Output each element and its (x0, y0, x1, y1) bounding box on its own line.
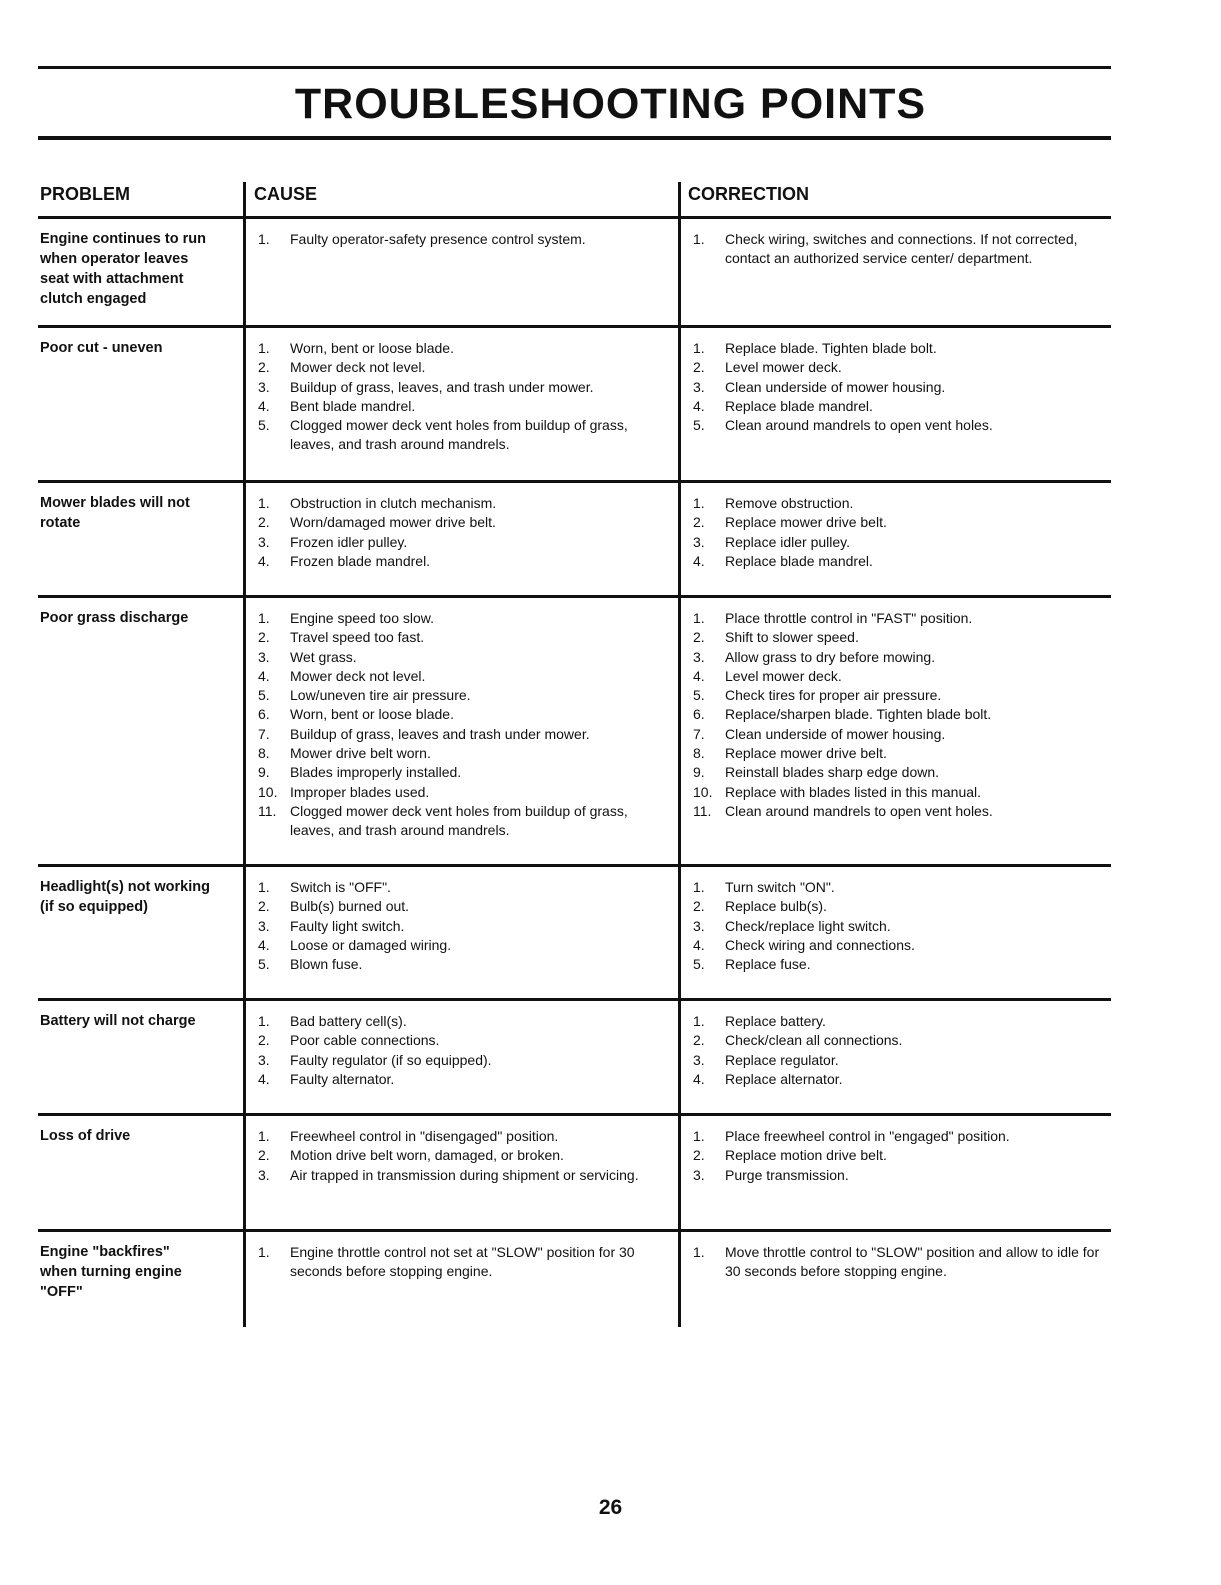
correction-item (681, 1031, 1114, 1050)
item-number: 3. (693, 1051, 705, 1068)
correction-item-text: Move throttle control to "SLOW" position and allow to idle for 30 seconds before stopping engine. (725, 1244, 1100, 1280)
table-row (38, 595, 1111, 864)
correction-item (681, 725, 1114, 744)
problem-text: Loss of drive (40, 1128, 131, 1144)
problem-text: Poor grass discharge (40, 610, 189, 626)
correction-item (681, 230, 1114, 269)
title-underline (38, 136, 1111, 140)
top-rule (38, 66, 1111, 69)
cause-item (246, 783, 681, 802)
cause-item (246, 917, 681, 936)
cause-item-text: Worn/damaged mower drive belt. (290, 514, 496, 531)
header-divider (678, 182, 681, 216)
item-number: 3. (258, 1166, 270, 1183)
correction-item-text: Replace blade mandrel. (725, 397, 873, 414)
problem-cell (38, 219, 243, 325)
cause-item-text: Bad battery cell(s). (290, 1013, 407, 1029)
item-number: 5. (693, 417, 705, 434)
item-number: 4. (693, 667, 705, 684)
correction-item (681, 533, 1114, 552)
cause-cell-list (246, 328, 681, 455)
correction-item-text: Clean underside of mower housing. (725, 725, 946, 742)
correction-cell (678, 598, 1114, 864)
item-number: 1. (693, 610, 705, 626)
correction-item-text: Place throttle control in "FAST" position. (725, 610, 973, 626)
item-number: 2. (258, 1147, 270, 1164)
cause-cell (243, 867, 681, 998)
cause-item (246, 378, 681, 397)
cause-item-text: Air trapped in transmission during shipment or servicing. (290, 1166, 639, 1183)
correction-cell-list (681, 1001, 1114, 1089)
table-body (38, 216, 1111, 1327)
item-number: 1. (258, 1013, 270, 1029)
item-number: 3. (693, 917, 705, 934)
table-row (38, 216, 1111, 325)
cause-item (246, 878, 681, 897)
correction-item-text: Clean around mandrels to open vent holes. (725, 802, 993, 819)
cause-item-text: Blown fuse. (290, 956, 363, 973)
cause-cell (243, 483, 681, 595)
correction-item-text: Clean around mandrels to open vent holes. (725, 417, 993, 434)
correction-item (681, 339, 1114, 358)
page-number: 26 (598, 1496, 623, 1519)
table-row (38, 1229, 1111, 1327)
item-number: 3. (693, 378, 705, 395)
correction-item-text: Replace fuse. (725, 956, 811, 973)
cause-item-text: Faulty operator-safety presence control system. (290, 231, 586, 247)
correction-item-text: Replace regulator. (725, 1051, 839, 1068)
item-number: 6. (693, 706, 705, 723)
problem-cell (38, 867, 243, 998)
cause-item (246, 552, 681, 571)
cause-item (246, 513, 681, 532)
cause-cell (243, 1116, 681, 1229)
correction-item (681, 955, 1114, 974)
item-number: 4. (258, 552, 270, 569)
item-number: 8. (693, 745, 705, 762)
cause-item (246, 1146, 681, 1165)
item-number: 2. (258, 898, 270, 915)
cause-item (246, 358, 681, 377)
cause-item (246, 1051, 681, 1070)
correction-cell (678, 328, 1114, 480)
correction-item (681, 552, 1114, 571)
item-number: 1. (258, 610, 270, 626)
cause-item-text: Bulb(s) burned out. (290, 898, 410, 915)
cause-cell-list (246, 1116, 681, 1185)
correction-item-text: Shift to slower speed. (725, 629, 859, 646)
item-number: 2. (693, 359, 705, 376)
cause-item-text: Obstruction in clutch mechanism. (290, 495, 497, 511)
item-number: 1. (258, 495, 270, 511)
item-number: 1. (693, 1013, 705, 1029)
cause-item (246, 648, 681, 667)
cause-item-text: Engine throttle control not set at "SLOW" position for 30 seconds before stopping engine. (290, 1244, 635, 1280)
cause-item-text: Mower drive belt worn. (290, 745, 431, 762)
item-number: 6. (258, 706, 270, 723)
problem-cell (38, 1232, 243, 1327)
troubleshooting-table (38, 178, 1111, 1327)
table-row (38, 480, 1111, 595)
item-number: 5. (693, 956, 705, 973)
table-row (38, 998, 1111, 1113)
correction-cell (678, 219, 1114, 325)
header-divider (243, 182, 246, 216)
correction-item (681, 763, 1114, 782)
cause-cell (243, 328, 681, 480)
item-number: 3. (258, 1051, 270, 1068)
cause-item-text: Motion drive belt worn, damaged, or broken. (290, 1147, 564, 1164)
correction-item (681, 1051, 1114, 1070)
item-number: 3. (693, 648, 705, 665)
item-number: 2. (258, 1032, 270, 1049)
item-number: 9. (693, 764, 705, 781)
cause-item-text: Wet grass. (290, 648, 357, 665)
item-number: 1. (693, 231, 705, 247)
correction-item (681, 1243, 1114, 1282)
item-number: 1. (258, 879, 270, 895)
item-number: 2. (693, 514, 705, 531)
correction-item (681, 936, 1114, 955)
correction-item-text: Replace blade mandrel. (725, 552, 873, 569)
cause-item (246, 416, 681, 455)
cause-item-text: Poor cable connections. (290, 1032, 440, 1049)
correction-item-text: Clean underside of mower housing. (725, 378, 946, 395)
item-number: 4. (258, 936, 270, 953)
correction-item-text: Place freewheel control in "engaged" position. (725, 1128, 1010, 1144)
cause-item-text: Worn, bent or loose blade. (290, 706, 454, 723)
problem-text: Poor cut - uneven (40, 340, 163, 356)
item-number: 3. (693, 1166, 705, 1183)
cause-cell-list (246, 598, 681, 841)
correction-header: CORRECTION (688, 184, 809, 204)
correction-item (681, 1146, 1114, 1165)
cause-item (246, 494, 681, 513)
correction-cell-list (681, 483, 1114, 571)
item-number: 3. (258, 533, 270, 550)
item-number: 1. (693, 495, 705, 511)
cause-item (246, 725, 681, 744)
cause-item-text: Blades improperly installed. (290, 764, 462, 781)
cause-item-text: Faulty regulator (if so equipped). (290, 1051, 492, 1068)
correction-item (681, 705, 1114, 724)
cause-item (246, 1166, 681, 1185)
correction-item (681, 686, 1114, 705)
cause-item (246, 802, 681, 841)
cause-item-text: Frozen blade mandrel. (290, 552, 431, 569)
cause-cell (243, 1001, 681, 1113)
cause-item-text: Faulty light switch. (290, 917, 405, 934)
table-row (38, 864, 1111, 998)
correction-item-text: Purge transmission. (725, 1166, 849, 1183)
correction-cell-list (681, 1116, 1114, 1185)
item-number: 4. (693, 552, 705, 569)
correction-item (681, 513, 1114, 532)
cause-item-text: Switch is "OFF". (290, 879, 391, 895)
correction-cell-list (681, 1232, 1114, 1282)
cause-item-text: Mower deck not level. (290, 359, 426, 376)
item-number: 3. (258, 648, 270, 665)
correction-item (681, 917, 1114, 936)
cause-item-text: Engine speed too slow. (290, 610, 434, 626)
correction-item (681, 897, 1114, 916)
cause-item (246, 955, 681, 974)
correction-item-text: Allow grass to dry before mowing. (725, 648, 936, 665)
correction-item-text: Check wiring and connections. (725, 936, 915, 953)
correction-item (681, 416, 1114, 435)
cause-item-text: Worn, bent or loose blade. (290, 340, 454, 356)
cause-item-text: Freewheel control in "disengaged" position. (290, 1128, 559, 1144)
cause-item (246, 230, 681, 249)
item-number: 1. (693, 879, 705, 895)
item-number: 10. (258, 783, 278, 800)
cause-cell (243, 598, 681, 864)
cause-cell-list (246, 1232, 681, 1282)
cause-item-text: Clogged mower deck vent holes from buildup of grass, leaves, and trash around mandrels. (290, 802, 628, 839)
correction-item-text: Turn switch "ON". (725, 879, 835, 895)
table-row (38, 325, 1111, 480)
item-number: 7. (693, 725, 705, 742)
item-number: 3. (258, 378, 270, 395)
item-number: 1. (258, 340, 270, 356)
problem-cell (38, 1001, 243, 1113)
correction-item-text: Check/replace light switch. (725, 917, 891, 934)
item-number: 11. (693, 802, 712, 819)
cause-item-text: Buildup of grass, leaves and trash under mower. (290, 725, 590, 742)
cause-item-text: Buildup of grass, leaves, and trash under mower. (290, 378, 594, 395)
item-number: 2. (258, 514, 270, 531)
item-number: 8. (258, 745, 270, 762)
correction-item (681, 1070, 1114, 1089)
cause-item (246, 339, 681, 358)
correction-item (681, 878, 1114, 897)
correction-item-text: Level mower deck. (725, 667, 842, 684)
correction-item (681, 648, 1114, 667)
item-number: 4. (693, 1070, 705, 1087)
problem-cell (38, 328, 243, 480)
correction-item-text: Check tires for proper air pressure. (725, 687, 942, 704)
cause-item (246, 1012, 681, 1031)
item-number: 4. (258, 1070, 270, 1087)
problem-text: Engine "backfires" when turning engine "OFF" (40, 1244, 182, 1300)
cause-item (246, 1070, 681, 1089)
correction-item-text: Replace with blades listed in this manual. (725, 783, 982, 800)
correction-item-text: Replace motion drive belt. (725, 1147, 887, 1164)
problem-text: Engine continues to run when operator leaves seat with attachment clutch engaged (40, 231, 206, 307)
cause-item-text: Faulty alternator. (290, 1070, 395, 1087)
cause-item (246, 763, 681, 782)
item-number: 4. (693, 936, 705, 953)
cause-cell (243, 1232, 681, 1327)
correction-item (681, 744, 1114, 763)
correction-item-text: Replace/sharpen blade. Tighten blade bolt. (725, 706, 992, 723)
correction-item (681, 667, 1114, 686)
page-title: TROUBLESHOOTING POINTS (294, 80, 927, 128)
correction-item-text: Level mower deck. (725, 359, 842, 376)
cause-item-text: Low/uneven tire air pressure. (290, 687, 471, 704)
item-number: 1. (258, 1244, 270, 1260)
cause-item (246, 1031, 681, 1050)
cause-item (246, 397, 681, 416)
cause-item-text: Clogged mower deck vent holes from buildup of grass, leaves, and trash around mandrels. (290, 417, 628, 453)
item-number: 3. (258, 917, 270, 934)
correction-item (681, 378, 1114, 397)
correction-item-text: Replace battery. (725, 1013, 826, 1029)
correction-item (681, 783, 1114, 802)
cause-item (246, 533, 681, 552)
item-number: 3. (693, 533, 705, 550)
correction-cell (678, 1116, 1114, 1229)
correction-item (681, 802, 1114, 821)
item-number: 2. (693, 1032, 705, 1049)
item-number: 4. (258, 667, 270, 684)
correction-item-text: Replace blade. Tighten blade bolt. (725, 340, 937, 356)
item-number: 2. (693, 629, 705, 646)
correction-item (681, 397, 1114, 416)
cause-item-text: Bent blade mandrel. (290, 397, 416, 414)
cause-item-text: Travel speed too fast. (290, 629, 425, 646)
correction-item-text: Check wiring, switches and connections. If not corrected, contact an authorized service center/ department. (725, 231, 1078, 267)
item-number: 11. (258, 802, 277, 819)
table-header (38, 178, 1111, 216)
item-number: 4. (258, 397, 270, 414)
cause-item-text: Frozen idler pulley. (290, 533, 408, 550)
item-number: 2. (693, 898, 705, 915)
cause-cell (243, 219, 681, 325)
problem-text: Battery will not charge (40, 1013, 196, 1029)
cause-item (246, 936, 681, 955)
item-number: 9. (258, 764, 270, 781)
correction-item (681, 494, 1114, 513)
cause-cell-list (246, 483, 681, 571)
correction-item (681, 1166, 1114, 1185)
correction-cell-list (681, 328, 1114, 435)
item-number: 2. (693, 1147, 705, 1164)
correction-cell (678, 483, 1114, 595)
correction-item (681, 628, 1114, 647)
correction-item-text: Replace bulb(s). (725, 898, 827, 915)
correction-item (681, 358, 1114, 377)
item-number: 1. (258, 1128, 270, 1144)
item-number: 2. (258, 629, 270, 646)
item-number: 1. (258, 231, 270, 247)
correction-cell-list (681, 598, 1114, 821)
cause-cell-list (246, 219, 681, 249)
problem-cell (38, 598, 243, 864)
cause-cell-list (246, 1001, 681, 1089)
item-number: 2. (258, 359, 270, 376)
cause-item (246, 609, 681, 628)
correction-item-text: Replace mower drive belt. (725, 745, 887, 762)
correction-item-text: Replace mower drive belt. (725, 514, 887, 531)
problem-cell (38, 483, 243, 595)
cause-item (246, 744, 681, 763)
problem-text: Mower blades will not rotate (40, 495, 190, 531)
correction-item-text: Reinstall blades sharp edge down. (725, 764, 940, 781)
cause-item-text: Improper blades used. (290, 783, 430, 800)
item-number: 1. (693, 340, 705, 356)
item-number: 1. (693, 1128, 705, 1144)
correction-item (681, 1127, 1114, 1146)
correction-cell (678, 1001, 1114, 1113)
correction-cell (678, 1232, 1114, 1327)
correction-cell-list (681, 219, 1114, 269)
correction-item-text: Replace idler pulley. (725, 533, 851, 550)
cause-item-text: Mower deck not level. (290, 667, 426, 684)
cause-header: CAUSE (254, 184, 318, 204)
cause-item (246, 667, 681, 686)
item-number: 5. (258, 417, 270, 434)
correction-item (681, 1012, 1114, 1031)
table-row (38, 1113, 1111, 1229)
item-number: 4. (693, 397, 705, 414)
cause-item (246, 897, 681, 916)
cause-item-text: Loose or damaged wiring. (290, 936, 452, 953)
problem-header: PROBLEM (40, 184, 130, 204)
cause-item (246, 1127, 681, 1146)
correction-cell (678, 867, 1114, 998)
correction-item-text: Remove obstruction. (725, 495, 854, 511)
item-number: 1. (693, 1244, 705, 1260)
correction-item-text: Check/clean all connections. (725, 1032, 903, 1049)
cause-item (246, 628, 681, 647)
correction-cell-list (681, 867, 1114, 974)
correction-item (681, 609, 1114, 628)
problem-cell (38, 1116, 243, 1229)
cause-item (246, 686, 681, 705)
item-number: 5. (258, 687, 270, 704)
item-number: 5. (693, 687, 705, 704)
cause-cell-list (246, 867, 681, 974)
item-number: 5. (258, 956, 270, 973)
item-number: 10. (693, 783, 713, 800)
cause-item (246, 705, 681, 724)
problem-text: Headlight(s) not working (if so equipped) (40, 879, 210, 915)
item-number: 7. (258, 725, 270, 742)
cause-item (246, 1243, 681, 1282)
correction-item-text: Replace alternator. (725, 1070, 843, 1087)
